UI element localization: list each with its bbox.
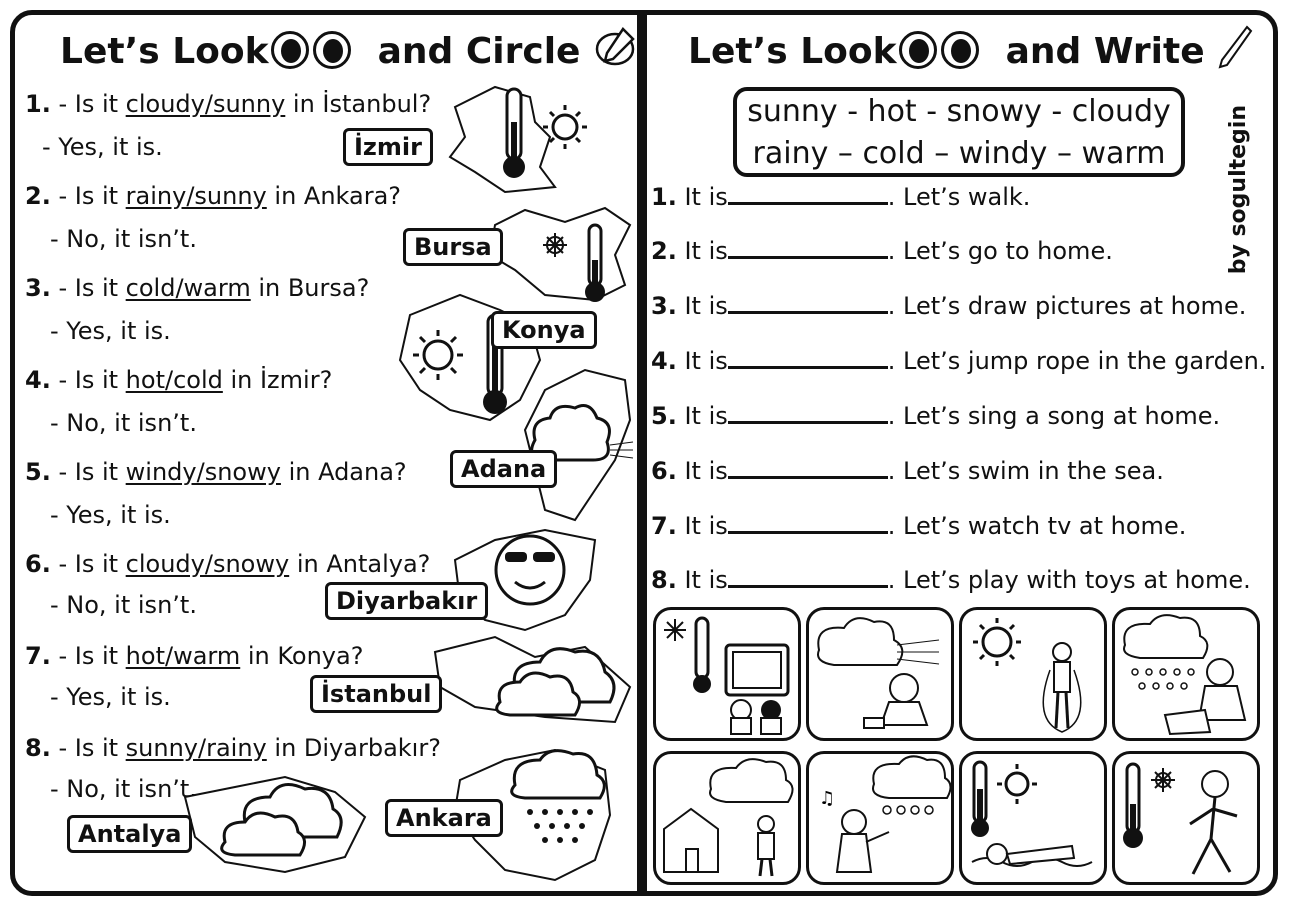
left-title [60,25,637,72]
sentence-lead: It is [676,457,728,485]
sentence-5 [651,402,1220,430]
sentence-7 [651,512,1186,540]
eye-icon [899,31,937,69]
choice-option[interactable]: hot/cold [125,366,223,394]
adana-map-wind-cloud [515,360,635,530]
question-number: 8. [25,734,51,762]
word-bank [733,87,1185,177]
question-text: - Is it [50,458,126,486]
sentence-2 [651,237,1113,265]
sentence-4 [651,347,1266,375]
choice-option[interactable]: windy/snowy [125,458,281,486]
question-text: - Is it [50,182,126,210]
picture-hot-swim [959,751,1107,885]
sentence-rest: . Let’s watch tv at home. [887,512,1187,540]
sentence-8 [651,566,1251,594]
diyarbakir-map-sun [445,520,605,640]
sentence-6 [651,457,1164,485]
question-4 [25,366,332,394]
choice-option[interactable]: cloudy/sunny [125,90,286,118]
question-6 [25,550,430,578]
question-text: - Is it [50,642,126,670]
sentence-rest: . Let’s jump rope in the garden. [887,347,1267,375]
choice-option[interactable]: rainy/sunny [125,182,267,210]
word-bank-row-2: rainy – cold – windy – warm [752,136,1166,171]
answer-6: - No, it isn’t. [50,591,197,619]
city-label-izmir: İzmir [343,128,433,166]
question-text: - Is it [50,366,126,394]
eye-icon [313,31,351,69]
picture-snowy-sing [806,751,954,885]
answer-4: - No, it isn’t. [50,409,197,437]
city-label-istanbul: İstanbul [310,675,442,713]
choice-option[interactable]: sunny/rainy [125,734,267,762]
sentence-number: 5. [651,402,677,430]
question-text: - Is it [50,274,126,302]
answer-2: - No, it isn’t. [50,225,197,253]
question-8 [25,734,441,762]
left-title-text-2: and Circle [377,31,581,72]
picture-windy-toys [806,607,954,741]
answer-blank[interactable] [728,458,888,479]
question-text: - Is it [50,734,126,762]
question-text: in İzmir? [222,366,333,394]
question-text: - Is it [50,90,126,118]
question-number: 7. [25,642,51,670]
sentence-lead: It is [676,347,728,375]
left-title-text-1: Let’s Look [60,31,269,72]
answer-blank[interactable] [728,184,888,205]
question-number: 2. [25,182,51,210]
istanbul-map-clouds [415,627,635,727]
pencil-circle-icon [593,25,637,69]
picture-sunny-jump-rope [959,607,1107,741]
question-text: in Adana? [280,458,407,486]
city-label-diyarbakir: Diyarbakır [325,582,488,620]
sentence-rest: . Let’s play with toys at home. [887,566,1251,594]
sentence-number: 7. [651,512,677,540]
sentence-1 [651,183,1030,211]
sentence-number: 6. [651,457,677,485]
question-5 [25,458,407,486]
city-label-adana: Adana [450,450,557,488]
izmir-map-thermometer-sun [435,77,595,197]
question-number: 6. [25,550,51,578]
question-number: 1. [25,90,51,118]
right-title-text-2: and Write [1005,31,1205,72]
question-text: - Is it [50,550,126,578]
sentence-lead: It is [676,183,728,211]
eye-icon [941,31,979,69]
pencil-icon [1217,25,1253,69]
answer-blank[interactable] [728,293,888,314]
question-2 [25,182,401,210]
sentence-rest: . Let’s draw pictures at home. [887,292,1247,320]
sentence-rest: . Let’s walk. [887,183,1031,211]
question-text: in İstanbul? [285,90,432,118]
music-note-icon: ♫ [819,788,836,809]
eye-icon [271,31,309,69]
sentence-number: 8. [651,566,677,594]
sentence-3 [651,292,1246,320]
city-label-ankara: Ankara [385,799,503,837]
answer-3: - Yes, it is. [50,317,171,345]
choice-option[interactable]: hot/warm [125,642,241,670]
sentence-lead: It is [676,566,728,594]
sentence-rest: . Let’s swim in the sea. [887,457,1164,485]
sentence-number: 1. [651,183,677,211]
city-label-antalya: Antalya [67,815,192,853]
picture-warm-walk [1112,751,1260,885]
sentence-rest: . Let’s go to home. [887,237,1113,265]
question-number: 3. [25,274,51,302]
question-1 [25,90,431,118]
sentence-number: 3. [651,292,677,320]
answer-blank[interactable] [728,403,888,424]
sentence-lead: It is [676,292,728,320]
sentence-number: 4. [651,347,677,375]
picture-snowy-tv [653,607,801,741]
answer-blank[interactable] [728,238,888,259]
answer-blank[interactable] [728,348,888,369]
answer-7: - Yes, it is. [50,683,171,711]
antalya-map-clouds [175,767,375,877]
right-title [688,25,1253,72]
question-number: 5. [25,458,51,486]
answer-blank[interactable] [728,513,888,534]
answer-blank[interactable] [728,567,888,588]
question-text: in Bursa? [250,274,370,302]
question-text: in Antalya? [289,550,431,578]
left-panel [15,15,635,891]
question-7 [25,642,363,670]
city-label-konya: Konya [491,311,597,349]
right-title-text-1: Let’s Look [688,31,897,72]
answer-5: - Yes, it is. [50,501,171,529]
question-3 [25,274,369,302]
word-bank-row-1: sunny - hot - snowy - cloudy [747,94,1171,129]
picture-cloudy-walk [653,751,801,885]
sentence-lead: It is [676,512,728,540]
question-text: in Diyarbakır? [266,734,441,762]
page-divider [637,12,647,896]
sentence-number: 2. [651,237,677,265]
author-byline: by sogultegin [1226,105,1251,275]
right-panel [648,15,1273,891]
choice-option[interactable]: cloudy/snowy [125,550,290,578]
picture-rainy-drawing [1112,607,1260,741]
city-label-bursa: Bursa [403,228,503,266]
sentence-rest: . Let’s sing a song at home. [887,402,1221,430]
question-text: in Ankara? [266,182,402,210]
sentence-lead: It is [676,237,728,265]
question-number: 4. [25,366,51,394]
choice-option[interactable]: cold/warm [125,274,251,302]
question-text: in Konya? [240,642,364,670]
answer-8: - No, it isn’t. [50,775,197,803]
sentence-lead: It is [676,402,728,430]
answer-1: - Yes, it is. [42,133,163,161]
